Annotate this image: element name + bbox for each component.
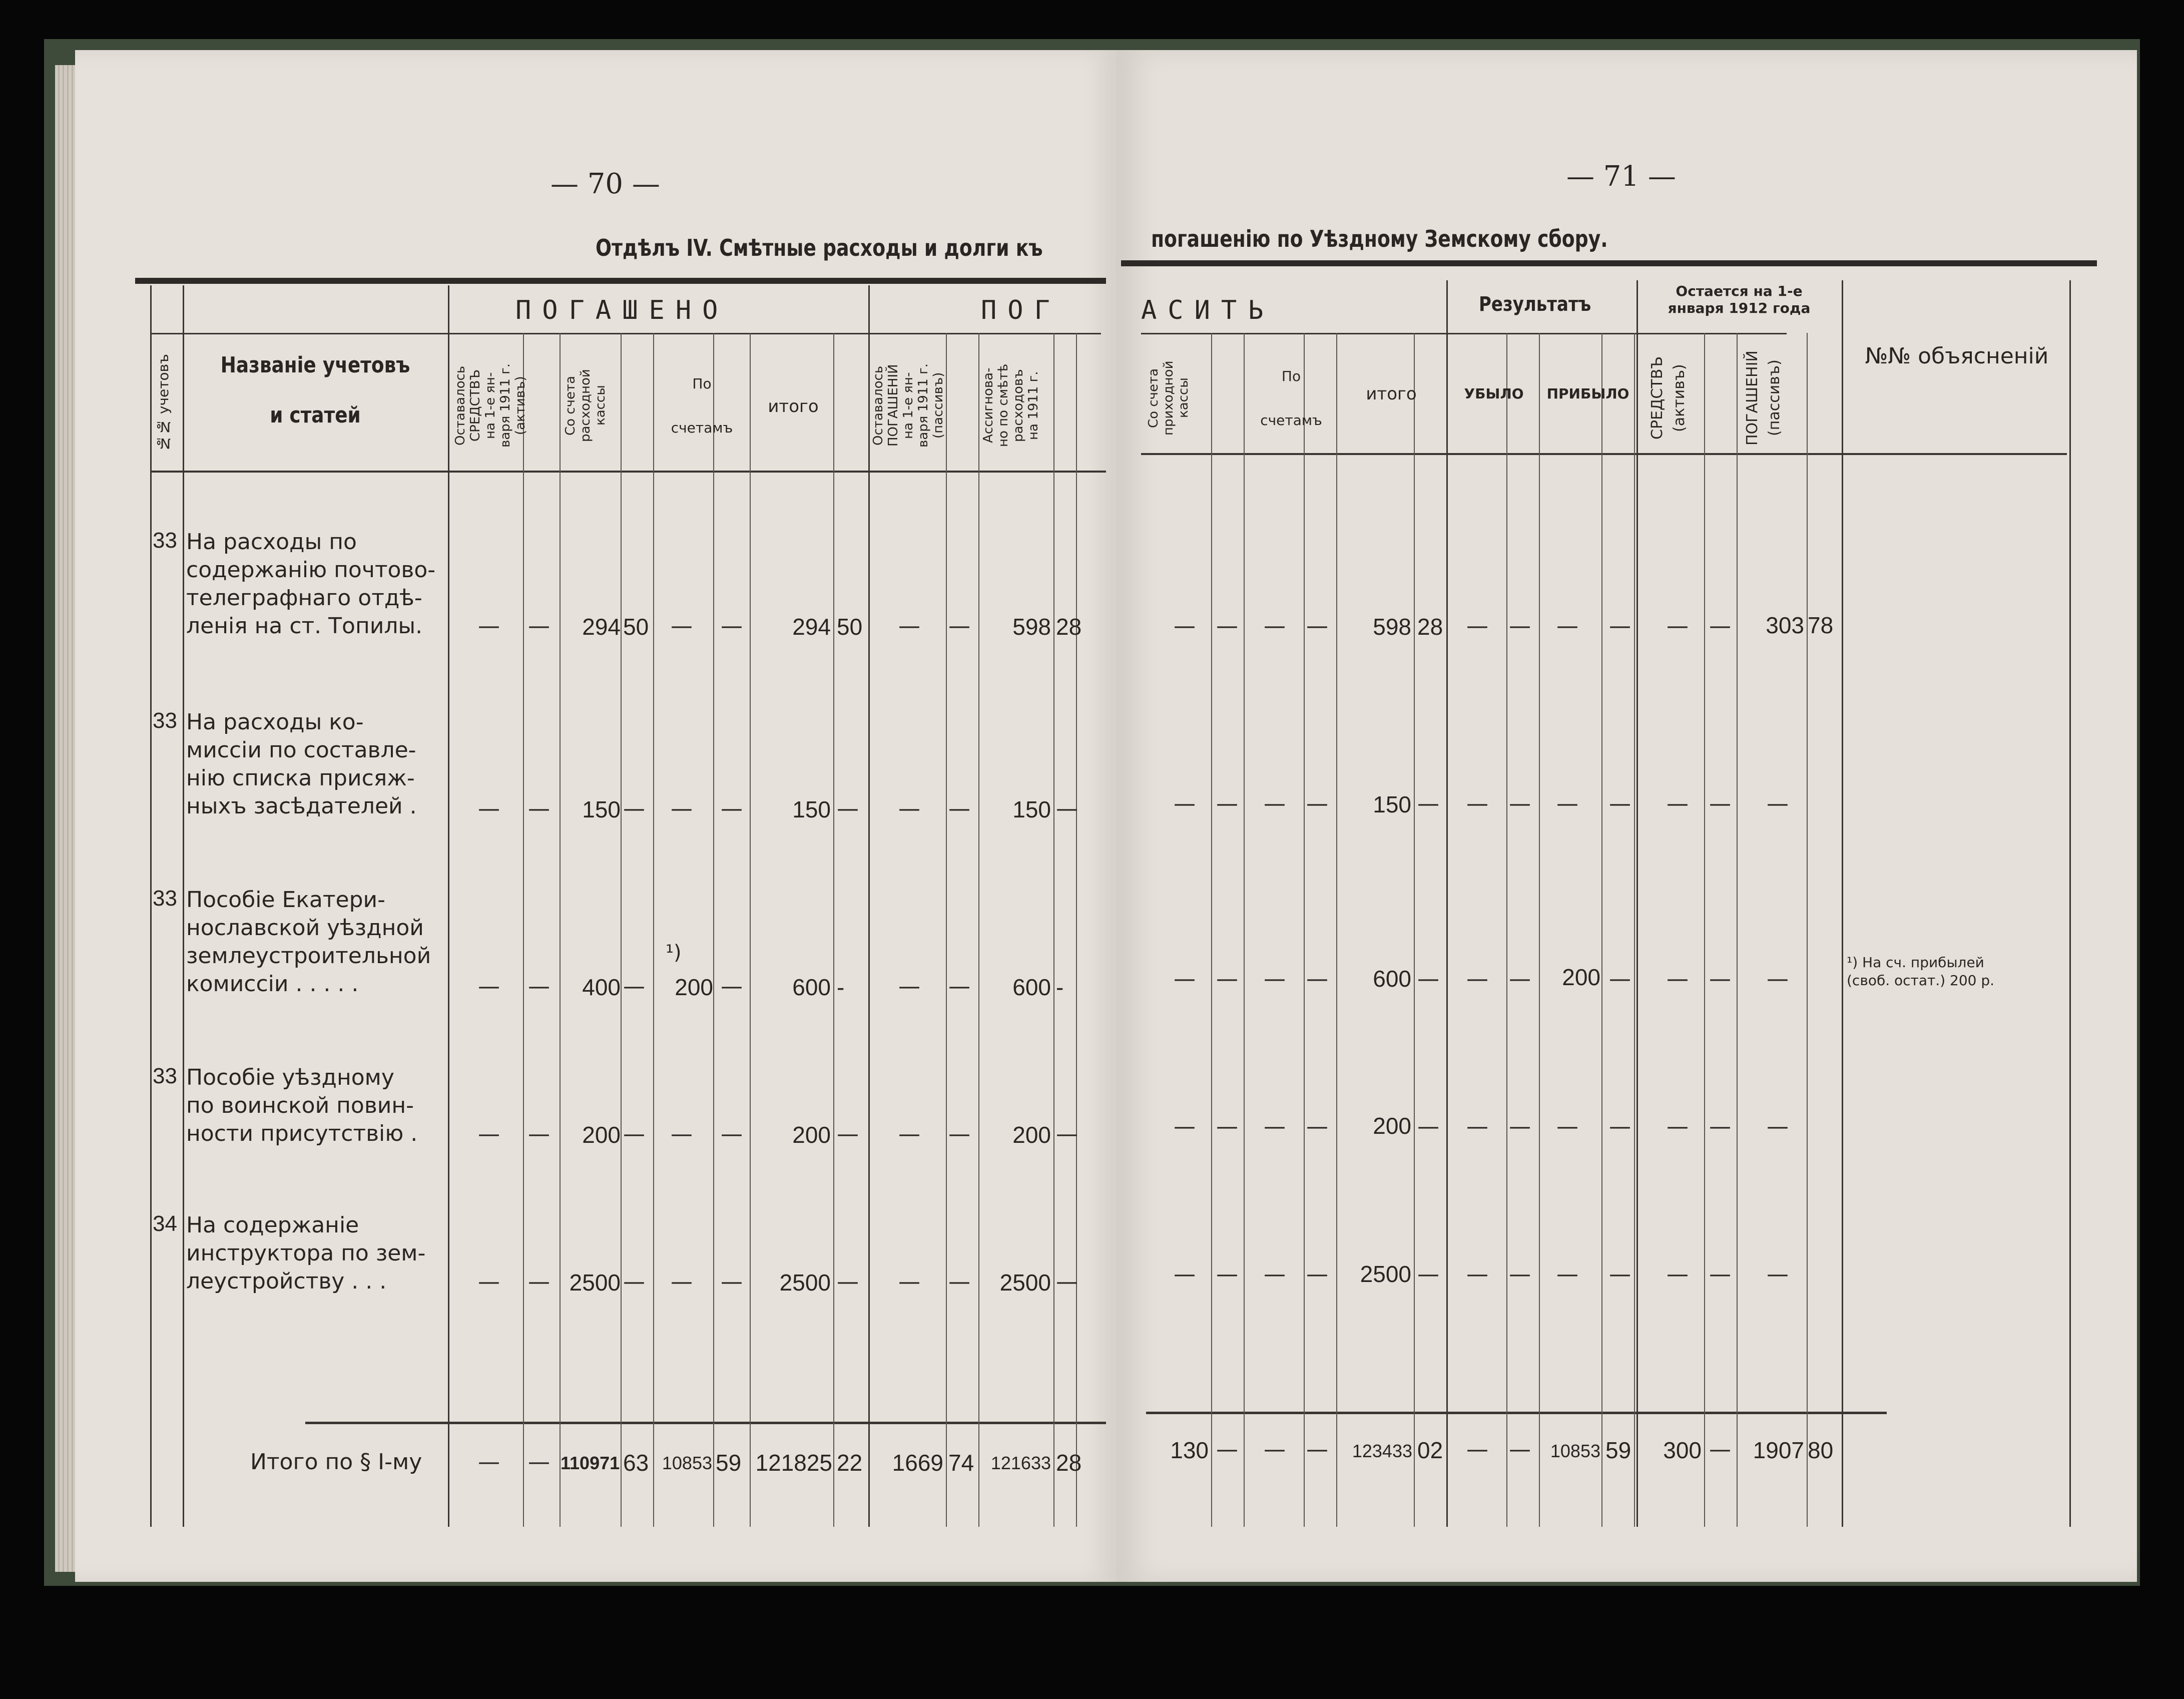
dash: — [948,974,970,999]
page-number-left: — 70 — [551,168,660,200]
col-line [1244,333,1245,1527]
r-cell-pogash: — [1767,1114,1789,1139]
dash: — [1174,1261,1196,1287]
total-pogash: 1669 [892,1450,943,1476]
r-cell-itogo-cents: — [1417,791,1439,816]
col-line [868,285,870,1527]
dash: — [1709,1261,1731,1287]
dash: — [1466,613,1488,639]
dash: — [528,974,550,999]
dash: — [1667,791,1689,816]
dash: — [478,613,500,639]
col-line [1539,333,1540,1527]
dash: — [1216,613,1238,639]
dash: — [1709,1437,1731,1462]
header-col-prikh: Со счета приходной кассы [1146,360,1191,436]
dash: — [1216,966,1238,992]
col-line [1636,280,1638,1527]
dash: — [948,796,970,821]
cell-itogo: 150 [792,796,831,822]
col-line [1506,333,1507,1527]
r-total-pogash: 1907 [1753,1437,1804,1463]
dash: — [1509,1114,1531,1139]
r-cell-pribylo: — [1556,1261,1578,1287]
dash: — [898,613,920,639]
dash: — [478,1449,500,1475]
page-title-left: Отдѣлъ IV. Смѣтные расходы и долги къ [596,234,1043,261]
header-row-no: №№ учетовъ [155,354,172,452]
cell-raskh-cents: 50 [623,614,649,640]
col-line [1737,333,1738,1527]
dash: — [1609,1261,1631,1287]
page-title-right: погашенію по Уѣздному Земскому сбору. [1151,225,1608,252]
dash: — [1667,1261,1689,1287]
dash: — [1667,613,1689,639]
dash: — [1174,613,1196,639]
r-cell-pribylo: — [1556,1114,1578,1139]
col-line [1601,333,1602,1527]
row-no: 34 [153,1211,177,1236]
cell-assign-cents: — [1056,1269,1078,1295]
r-total-pribylo: 10853 [1550,1441,1600,1461]
row-no: 33 [153,708,177,733]
col-line [833,333,834,1527]
col-line [448,285,449,1527]
cell-assign: 600 [1012,974,1051,1000]
dash: — [1509,1437,1531,1462]
total-raskh-cents: 63 [623,1450,649,1476]
total-rule-left [305,1422,1106,1424]
total-assign-cents: 28 [1056,1450,1082,1476]
r-cell-itogo: 598 [1373,614,1411,640]
header-col-assign: Ассигнова- но по смѣтѣ расходовъ на 1911 г. [981,363,1041,448]
col-line [1414,333,1415,1527]
header-sub-rule-right [1141,333,1787,334]
dash: — [1264,1114,1286,1139]
dash: — [1609,966,1631,992]
header-ostaetsya: Остается на 1-е января 1912 года [1668,283,1811,316]
header-col-itogo: итого [768,396,819,416]
r-cell-pogash: — [1767,966,1789,992]
r-total-itogo-cents: 02 [1417,1437,1443,1463]
dash: — [1609,791,1631,816]
r-total-pogash-cents: 80 [1808,1437,1834,1463]
total-pogash-cents: 74 [948,1450,974,1476]
top-rule-left [135,278,1106,284]
r-cell-pogash-cents: 78 [1808,612,1834,638]
col-line [978,333,979,1527]
r-cell-itogo-cents: — [1417,1114,1439,1139]
cell-assign: 598 [1012,614,1051,640]
r-cell-itogo-cents: — [1417,1261,1439,1287]
header-col-pogash-right: ПОГАШЕНІЙ (пассивъ) [1744,350,1783,446]
col-line [946,333,947,1527]
dash: — [1174,791,1196,816]
dash: — [528,796,550,821]
cell-assign: 150 [1012,796,1051,822]
dash: — [478,1121,500,1147]
total-raskh: 110971 [561,1453,620,1473]
header-bottom-rule-left [150,471,1106,473]
col-line [653,333,654,1527]
col-line [1336,333,1337,1527]
header-pogasheno: ПОГАШЕНО [515,295,729,325]
cell-po: — [671,1269,693,1295]
header-rezultat: Результатъ [1479,293,1591,316]
dash: — [1509,966,1531,992]
header-col-sredstv: СРЕДСТВЪ (активъ) [1649,356,1688,440]
dash: — [1466,1114,1488,1139]
dash: — [721,1121,743,1147]
cell-assign: 2500 [999,1269,1051,1296]
dash: — [1216,1114,1238,1139]
header-col-ubylo: УБЫЛО [1464,385,1524,402]
dash: — [1509,613,1531,639]
dash: — [1216,791,1238,816]
top-rule-right [1121,260,2097,266]
dash: — [1264,791,1286,816]
dash: — [1466,1261,1488,1287]
col-line [2069,280,2071,1527]
dash: — [948,1121,970,1147]
r-cell-pogash: — [1767,791,1789,816]
dash: — [1509,1261,1531,1287]
total-po: 10853 [662,1453,712,1473]
row-text: Пособіе уѣздному по воинской повин- ности присутствію . [186,1065,418,1146]
cell-raskh: 150 [582,796,621,822]
dash: — [1667,966,1689,992]
col-line [1842,280,1843,1527]
total-itogo-cents: 22 [837,1450,863,1476]
dash: — [1216,1261,1238,1287]
cell-assign: 200 [1012,1122,1051,1148]
r-cell-pogash: 303 [1766,612,1804,638]
dash: — [1306,791,1328,816]
cell-itogo-cents: — [837,796,859,821]
dash: — [898,1269,920,1295]
cell-po: — [671,613,693,639]
r-total-pribylo-cents: 59 [1605,1437,1631,1463]
dash: — [478,974,500,999]
row-text: На расходы по содержанію почтово- телеграфнаго отдѣ- ленія на ст. Топилы. [186,529,436,639]
cell-assign-cents: — [1056,1121,1078,1147]
dash: — [1264,1261,1286,1287]
col-line [1807,333,1808,1527]
total-rule-right [1146,1412,1887,1414]
dash: — [898,974,920,999]
row-no: 33 [153,1064,177,1088]
r-total-itogo: 123433 [1352,1441,1412,1461]
r-cell-itogo: 150 [1373,791,1411,817]
col-line [1076,333,1077,1527]
col-line [1446,280,1448,1527]
cell-assign-cents: — [1056,796,1078,821]
dash: — [1709,613,1731,639]
cell-raskh-cents: — [623,974,645,999]
cell-itogo: 600 [792,974,831,1000]
dash: — [1216,1437,1238,1462]
footnote: ¹) На сч. прибылей (своб. остат.) 200 р. [1847,954,1995,989]
dash: — [1466,1437,1488,1462]
dash: — [1709,1114,1731,1139]
col-line [1304,333,1305,1527]
r-cell-itogo-cents: 28 [1417,614,1443,640]
r-cell-itogo: 200 [1373,1113,1411,1139]
dash: — [1466,791,1488,816]
page-number-right: — 71 — [1566,160,1676,193]
header-col-po-schetam: По счетамъ [671,375,733,436]
dash: — [1264,966,1286,992]
r-cell-pogash: — [1767,1261,1789,1287]
total-po-cents: 59 [716,1450,742,1476]
total-itogo: 121825 [755,1450,832,1476]
total-assign: 121633 [990,1453,1051,1473]
cell-po: — [671,1121,693,1147]
dash: — [721,796,743,821]
dash: — [1609,613,1631,639]
dash: — [478,796,500,821]
header-col-ostav: Оставалось СРЕДСТВЪ на 1-е ян- варя 1911 г. (активъ) [453,363,528,448]
cell-raskh-cents: — [623,1269,645,1295]
cell-po: 200 [675,974,713,1000]
row-no: 33 [153,528,177,553]
row-no: 33 [153,886,177,911]
header-col-pribylo: ПРИБЫЛО [1546,385,1629,402]
col-line [750,333,751,1527]
row-text: На содержаніе инструктора по зем- леустройству . . . [186,1212,426,1294]
dash: — [478,1269,500,1295]
r-total-prikh: 130 [1170,1437,1209,1463]
dash: — [1306,613,1328,639]
r-cell-itogo: 2500 [1360,1261,1411,1287]
header-col-pogash: Оставалось ПОГАШЕНІЙ на 1-е ян- варя 1911 г. (пассивъ) [871,363,946,448]
dash: — [1264,1437,1286,1462]
dash: — [1306,1114,1328,1139]
cell-raskh: 400 [582,974,621,1000]
dash: — [898,1121,920,1147]
cell-raskh-cents: — [623,796,645,821]
dash: — [721,1269,743,1295]
cell-itogo-cents: — [837,1269,859,1295]
col-line [621,333,622,1527]
row-text: Пособіе Екатери- нославской уѣздной землеустроительной комиссіи . . . . . [186,887,431,997]
col-line [1704,333,1705,1527]
dash: — [1174,966,1196,992]
dash: — [528,613,550,639]
r-cell-pribylo: — [1556,791,1578,816]
dash: — [1667,1114,1689,1139]
dash: — [721,974,743,999]
dash: — [721,613,743,639]
r-cell-itogo-cents: — [1417,966,1439,992]
cell-po: — [671,796,693,821]
header-col-itogo-right: итого [1366,384,1417,404]
header-pog: ПОГ [981,295,1061,325]
footnote-mark: ¹) [666,941,682,964]
r-cell-pribylo: 200 [1562,964,1600,990]
col-line [183,285,184,1527]
cell-itogo: 200 [792,1122,831,1148]
cell-raskh-cents: — [623,1121,645,1147]
dash: — [948,613,970,639]
dash: — [1609,1114,1631,1139]
header-col-obyasn: №№ объясненій [1865,343,2049,369]
col-line [1053,333,1054,1527]
header-sub-rule-left [150,333,1101,334]
col-line [150,285,152,1527]
dash: — [528,1121,550,1147]
dash: — [1264,613,1286,639]
r-cell-pribylo: — [1556,613,1578,639]
dash: — [948,1269,970,1295]
cell-itogo-cents: 50 [837,614,863,640]
cell-raskh: 200 [582,1122,621,1148]
cell-assign-cents: 28 [1056,614,1082,640]
dash: — [528,1449,550,1475]
row-text: На расходы ко- миссіи по составле- нію списка присяж- ныхъ засѣдателей . [186,709,417,819]
header-col-raskh: Со счета расходной кассы [563,369,608,442]
dash: — [1709,966,1731,992]
cell-raskh: 2500 [569,1269,621,1296]
header-col-po-right: По счетамъ [1260,368,1322,429]
cell-itogo-cents: - [837,974,845,1000]
dash: — [1306,1437,1328,1462]
header-name: Названіе учетовъ и статей [220,352,410,428]
header-asit: АСИТЬ [1141,295,1275,325]
cell-assign-cents: - [1056,974,1064,1000]
col-line [1634,333,1635,1527]
dash: — [1709,791,1731,816]
col-line [713,333,714,1527]
col-line [523,333,524,1527]
dash: — [528,1269,550,1295]
cell-itogo-cents: — [837,1121,859,1147]
cell-raskh: 294 [582,614,621,640]
dash: — [1306,966,1328,992]
total-label: Итого по § І-му [250,1449,422,1475]
dash: — [898,796,920,821]
dash: — [1466,966,1488,992]
col-line [560,333,561,1527]
r-total-sredstv: 300 [1663,1437,1702,1463]
header-bottom-rule-right [1141,453,2067,455]
cell-itogo: 2500 [779,1269,831,1296]
dash: — [1509,791,1531,816]
r-cell-itogo: 600 [1373,966,1411,992]
col-line [1211,333,1212,1527]
cell-itogo: 294 [792,614,831,640]
dash: — [1174,1114,1196,1139]
dash: — [1306,1261,1328,1287]
